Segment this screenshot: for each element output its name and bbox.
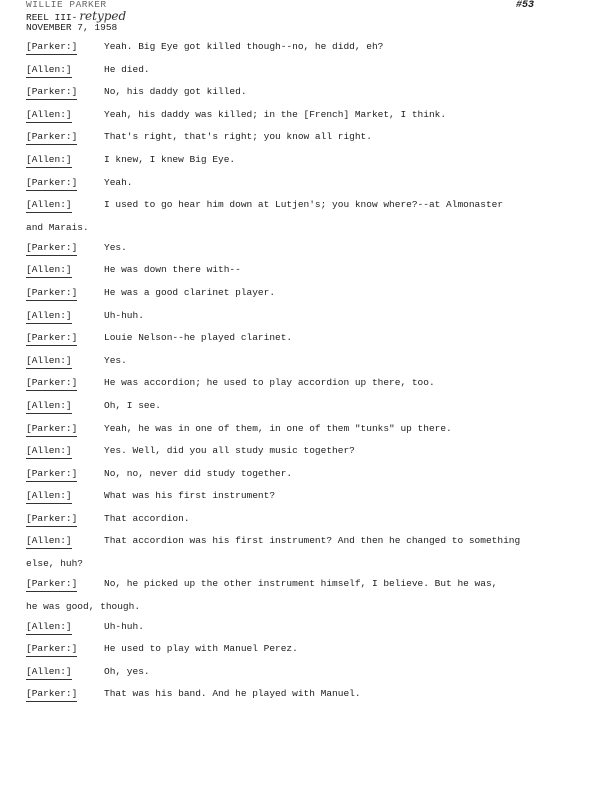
speaker-label: [Parker:]	[26, 41, 77, 55]
utterance-text: Oh, yes.	[104, 665, 150, 677]
speaker-label: [Parker:]	[26, 468, 77, 482]
transcript-line	[26, 578, 586, 601]
utterance-text: What was his first instrument?	[104, 490, 276, 502]
speaker-label: [Parker:]	[26, 177, 77, 191]
transcript-line	[26, 513, 586, 536]
header-date: NOVEMBER 7, 1958	[26, 22, 118, 33]
speaker-label: [Allen:]	[26, 535, 72, 549]
speaker-label: [Allen:]	[26, 490, 72, 504]
utterance-text: That accordion was his first instrument? And then he changed to something	[104, 535, 521, 547]
speaker-label: [Allen:]	[26, 310, 72, 324]
utterance-text: I used to go hear him down at Lutjen's; you know where?--at Almonaster	[104, 199, 504, 211]
speaker-label: [Parker:]	[26, 513, 77, 527]
speaker-label: [Allen:]	[26, 445, 72, 459]
speaker-label: [Allen:]	[26, 64, 72, 78]
transcript-line	[26, 601, 586, 621]
transcript-line	[26, 310, 586, 333]
transcript-line	[26, 558, 586, 578]
speaker-label: [Allen:]	[26, 264, 72, 278]
utterance-text: Yes.	[104, 354, 127, 366]
utterance-text: Yes.	[104, 241, 127, 253]
transcript-line	[26, 199, 586, 222]
utterance-text: He used to play with Manuel Perez.	[104, 643, 298, 655]
transcript-line	[26, 445, 586, 468]
utterance-text: He was down there with--	[104, 264, 241, 276]
utterance-text: That's right, that's right; you know all right.	[104, 131, 372, 143]
transcript-line	[26, 242, 586, 265]
utterance-text: Uh-huh.	[104, 620, 144, 632]
speaker-label: [Parker:]	[26, 688, 77, 702]
transcript-line	[26, 535, 586, 558]
utterance-text: No, his daddy got killed.	[104, 86, 247, 98]
speaker-label: [Parker:]	[26, 131, 77, 145]
utterance-text: Uh-huh.	[104, 309, 144, 321]
utterance-text: Yes. Well, did you all study music together?	[104, 445, 355, 457]
header-handwritten-annotation: retyped	[79, 8, 127, 23]
utterance-text: That was his band. And he played with Manuel.	[104, 688, 361, 700]
page-number: #53	[516, 0, 535, 11]
utterance-text: Yeah. Big Eye got killed though--no, he didd, eh?	[104, 41, 384, 52]
utterance-text: and Marais.	[26, 221, 89, 233]
transcript-line	[26, 41, 586, 64]
transcript-line	[26, 177, 586, 200]
transcript-line	[26, 332, 586, 355]
transcript-line	[26, 643, 586, 666]
transcript-line	[26, 287, 586, 310]
utterance-text: Oh, I see.	[104, 399, 162, 411]
utterance-text: Yeah.	[104, 176, 133, 188]
transcript-line	[26, 154, 586, 177]
transcript-body	[26, 41, 586, 711]
transcript-line	[26, 264, 586, 287]
speaker-label: [Parker:]	[26, 578, 77, 592]
transcript-line	[26, 621, 586, 644]
utterance-text: He was a good clarinet player.	[104, 286, 276, 298]
speaker-label: [Parker:]	[26, 332, 77, 346]
transcript-line	[26, 131, 586, 154]
utterance-text: He was accordion; he used to play accordion up there, too.	[104, 377, 435, 389]
speaker-label: [Allen:]	[26, 199, 72, 213]
transcript-line	[26, 222, 586, 242]
utterance-text: Yeah, his daddy was killed; in the [French] Market, I think.	[104, 108, 447, 120]
transcript-line	[26, 377, 586, 400]
utterance-text: else, huh?	[26, 558, 84, 570]
speaker-label: [Parker:]	[26, 86, 77, 100]
transcript-line	[26, 109, 586, 132]
transcript-line	[26, 355, 586, 378]
speaker-label: [Parker:]	[26, 423, 77, 437]
speaker-label: [Allen:]	[26, 154, 72, 168]
speaker-label: [Allen:]	[26, 355, 72, 369]
utterance-text: he was good, though.	[26, 600, 141, 612]
transcript-line	[26, 400, 586, 423]
header-interviewee: WILLIE PARKER	[26, 0, 107, 10]
transcript-line	[26, 423, 586, 446]
speaker-label: [Allen:]	[26, 621, 72, 635]
speaker-label: [Allen:]	[26, 400, 72, 414]
speaker-label: [Parker:]	[26, 377, 77, 391]
utterance-text: I knew, I knew Big Eye.	[104, 153, 236, 165]
transcript-line	[26, 86, 586, 109]
transcript-line	[26, 64, 586, 87]
header-reel: REEL III-	[26, 11, 78, 23]
transcript-line	[26, 688, 586, 711]
utterance-text: He died.	[104, 63, 150, 75]
speaker-label: [Parker:]	[26, 287, 77, 301]
speaker-label: [Parker:]	[26, 242, 77, 256]
speaker-label: [Allen:]	[26, 109, 72, 123]
utterance-text: No, he picked up the other instrument himself, I believe. But he was,	[104, 578, 498, 590]
document-header	[26, 0, 126, 34]
utterance-text: That accordion.	[104, 512, 190, 524]
speaker-label: [Allen:]	[26, 666, 72, 680]
utterance-text: Louie Nelson--he played clarinet.	[104, 332, 293, 344]
transcript-line	[26, 468, 586, 491]
utterance-text: Yeah, he was in one of them, in one of them "tunks" up there.	[104, 422, 452, 434]
transcript-line	[26, 490, 586, 513]
utterance-text: No, no, never did study together.	[104, 467, 293, 479]
transcript-line	[26, 666, 586, 689]
speaker-label: [Parker:]	[26, 643, 77, 657]
